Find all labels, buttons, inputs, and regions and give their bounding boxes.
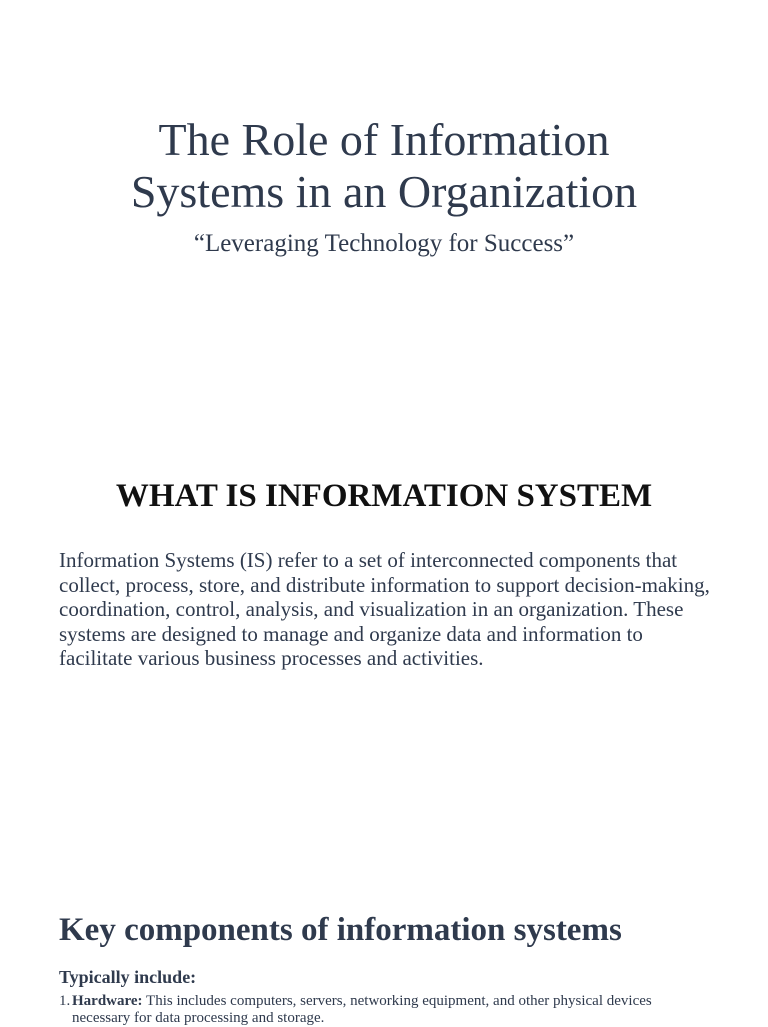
presentation-subtitle: “Leveraging Technology for Success” <box>193 230 575 257</box>
components-list <box>59 993 699 1027</box>
list-item-number: 1. <box>59 993 71 1009</box>
presentation-title <box>0 114 768 218</box>
list-item-term: Hardware: <box>72 993 143 1009</box>
section-heading: WHAT IS INFORMATION SYSTEM <box>115 478 653 514</box>
key-components-slide <box>0 860 768 1024</box>
title-line-1: The Role of Information <box>158 114 610 165</box>
section-body-text: Information Systems (IS) refer to a set of interconnected components that collect, process, store, and distribute information to support decision-making, coordination, control, analysis, and visualization in an organization. These systems are designed to manage and organize data and information to facilitate various business processes and activities. <box>59 548 710 670</box>
title-slide <box>0 0 768 430</box>
list-item-text: This includes computers, servers, networking equipment, and other physical devices necessary for data processing and storage. <box>72 993 652 1026</box>
key-components-intro: Typically include: <box>59 967 197 987</box>
title-line-2: Systems in an Organization <box>130 166 638 217</box>
list-item <box>59 993 699 1027</box>
what-is-is-slide <box>0 430 768 860</box>
key-components-heading: Key components of information systems <box>59 912 622 948</box>
